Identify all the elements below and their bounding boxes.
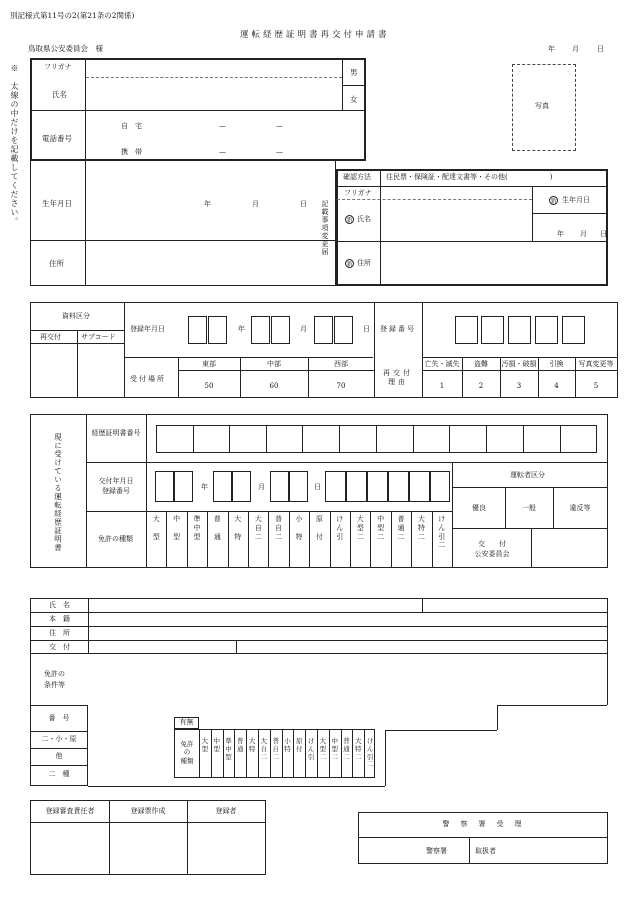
lower-license-type[interactable]: け ん 引 xyxy=(307,737,315,761)
lower-license-type[interactable]: 大 型 二 xyxy=(319,737,327,761)
current-license-type[interactable]: 大 型 二 xyxy=(356,515,364,541)
confirm-label: 確認方法 xyxy=(343,173,371,181)
current-vertical-label: 現に受けている運転経歴証明書 xyxy=(53,433,63,552)
reg-date-label: 登録年月日 xyxy=(130,325,165,333)
police-received-label: 警 察 署 受 理 xyxy=(442,820,524,828)
lower-license-type[interactable]: 小 特 xyxy=(284,737,291,753)
lower-license-type[interactable]: 中 型 xyxy=(213,737,220,753)
change-year: 年 xyxy=(557,230,564,238)
issue-year-box[interactable] xyxy=(155,471,174,502)
registrant-label: 登録者 xyxy=(215,807,237,815)
female-option[interactable]: 女 xyxy=(350,95,358,104)
furigana-label: フリガナ xyxy=(44,63,72,71)
reg-day-box[interactable] xyxy=(334,316,353,344)
card-maker-label: 登録票作成 xyxy=(130,807,166,815)
lower-license-type[interactable]: 普 通 二 xyxy=(343,737,350,761)
issue-day-box[interactable] xyxy=(289,471,308,502)
address-label: 住所 xyxy=(49,259,64,268)
current-license-type[interactable]: 普 通 二 xyxy=(397,515,405,541)
lower-license-types-label: 免許 の 種類 xyxy=(180,740,194,765)
presence-label: 有無 xyxy=(179,718,194,726)
dash: — xyxy=(276,122,283,130)
current-license-type[interactable]: 小 特 xyxy=(295,515,303,541)
reg-month-box[interactable] xyxy=(251,316,270,344)
current-license-type[interactable]: 大 特 xyxy=(234,515,242,541)
form-number: 別記様式第11号の2(第21条の2関係) xyxy=(10,11,135,20)
new-mark: 新 xyxy=(550,198,557,205)
name-label: 氏名 xyxy=(52,90,67,99)
lower-license-type[interactable]: 大 自 二 xyxy=(260,737,268,761)
reg-year-unit: 年 xyxy=(238,325,245,333)
issue-number-box[interactable] xyxy=(430,471,450,502)
current-license-type[interactable]: 中 型 xyxy=(173,515,181,541)
current-license-type[interactable]: 原 付 xyxy=(315,515,323,541)
place-west[interactable]: 西部 xyxy=(334,360,348,368)
male-option[interactable]: 男 xyxy=(350,68,358,77)
issue-number-box[interactable] xyxy=(409,471,430,502)
change-name-label: 氏名 xyxy=(357,215,371,223)
reg-number-box[interactable] xyxy=(508,316,531,344)
addressee: 鳥取県公安委員会 様 xyxy=(28,44,103,53)
reason-photo[interactable]: 写真変更等 xyxy=(578,360,614,368)
issue-number-box[interactable] xyxy=(367,471,388,502)
reg-number-box[interactable] xyxy=(562,316,585,344)
form-title: 運転経歴証明書再交付申請書 xyxy=(240,30,390,40)
class-violation[interactable]: 違反等 xyxy=(569,504,591,512)
place-code: 50 xyxy=(204,382,214,390)
reason-code: 4 xyxy=(554,382,559,390)
driver-class-label: 運転者区分 xyxy=(510,471,545,479)
change-birthdate-label: 生年月日 xyxy=(562,196,590,204)
phone-label: 電話番号 xyxy=(42,134,72,143)
place-central[interactable]: 中部 xyxy=(267,360,281,368)
small-special-label: 二・小・原 xyxy=(41,735,77,743)
issue-number-box[interactable] xyxy=(325,471,346,502)
place-code: 60 xyxy=(269,382,279,390)
responsible-label: 登録審査責任者 xyxy=(45,807,95,815)
reason-exchange[interactable]: 引換 xyxy=(549,360,564,368)
issue-number-box[interactable] xyxy=(346,471,367,502)
reg-number-label: 登録番号 xyxy=(380,325,416,333)
lower-license-type[interactable]: 普 通 xyxy=(237,737,244,753)
issue-month-unit: 月 xyxy=(258,483,265,491)
photo-label: 写真 xyxy=(535,102,549,110)
lower-license-type[interactable]: 原 付 xyxy=(296,737,303,753)
current-license-type[interactable]: 大 自 二 xyxy=(254,515,262,541)
date-year: 年 xyxy=(548,45,555,53)
class-excellent[interactable]: 優良 xyxy=(472,504,486,512)
reissue-reason-label xyxy=(378,369,418,387)
current-license-type[interactable]: 普 自 二 xyxy=(275,515,283,541)
current-license-type[interactable]: け ん 引 xyxy=(336,515,344,541)
reason-damage[interactable]: 汚損・破損 xyxy=(501,360,537,368)
lower-license-type[interactable]: 大 型 xyxy=(201,737,209,753)
reg-day-unit: 日 xyxy=(363,325,370,333)
reg-number-box[interactable] xyxy=(455,316,478,344)
license-types-label: 免許の種類 xyxy=(98,535,133,543)
reg-number-box[interactable] xyxy=(481,316,504,344)
reason-code: 3 xyxy=(516,382,522,390)
change-vertical-label: 記載事項変更届 xyxy=(321,200,329,256)
issue-date-label: 交付年月日 登録番号 xyxy=(98,477,134,495)
data-class-label: 資料区分 xyxy=(62,312,90,320)
current-license-type[interactable]: 大 型 xyxy=(152,515,160,541)
dash: — xyxy=(219,122,226,130)
birthdate-label: 生年月日 xyxy=(42,199,72,208)
reg-month-box[interactable] xyxy=(271,316,290,344)
issue-day-unit: 日 xyxy=(314,483,321,491)
lower-license-type[interactable]: け ん 引 二 xyxy=(366,737,374,769)
other-label: 他 xyxy=(55,752,63,760)
issuing-commission-label: 交 付 公安委員会 xyxy=(474,540,510,558)
current-license-type[interactable]: 中 型 二 xyxy=(377,515,385,541)
birth-day: 日 xyxy=(300,200,307,208)
reason-code: 5 xyxy=(593,382,599,390)
reg-month-unit: 月 xyxy=(300,325,307,333)
current-license-type[interactable]: 大 特 二 xyxy=(417,515,425,541)
lower-license-type[interactable]: 中 型 二 xyxy=(331,737,338,761)
issue-month-box[interactable] xyxy=(232,471,251,502)
new-mark: 新 xyxy=(346,261,353,268)
lower-license-type[interactable]: 大 特 xyxy=(248,737,256,753)
birth-year: 年 xyxy=(204,200,211,208)
confirm-options[interactable]: 住民票・保険証・配達文書等・その他( ) xyxy=(386,173,553,181)
birth-month: 月 xyxy=(252,200,259,208)
lower-issue-label: 交 付 xyxy=(49,643,70,651)
place-east[interactable]: 東部 xyxy=(202,360,216,368)
change-address-label: 住所 xyxy=(357,259,371,267)
current-license-type[interactable]: 普 通 xyxy=(213,515,221,541)
issue-place-label: 受付場所 xyxy=(130,375,166,383)
class-general[interactable]: 一般 xyxy=(522,504,536,512)
lower-license-type[interactable]: 普 自 二 xyxy=(272,737,279,761)
reissue-label: 再交付 xyxy=(40,333,61,341)
side-note: ※ 太線の中だけを記載してください。 xyxy=(10,64,19,226)
handler-label: 取扱者 xyxy=(475,847,496,855)
lower-address-label: 住 所 xyxy=(49,629,70,637)
change-month: 月 xyxy=(580,230,587,238)
police-station-label: 警察署 xyxy=(426,847,447,855)
reg-year-box[interactable] xyxy=(208,316,227,344)
reg-year-box[interactable] xyxy=(188,316,207,344)
lower-name-label: 氏 名 xyxy=(49,601,70,609)
change-day: 日 xyxy=(600,230,607,238)
reason-lost[interactable]: 亡失・滅失 xyxy=(424,360,460,368)
class2-label: 二 種 xyxy=(48,770,70,778)
applicant-lower-box xyxy=(30,160,336,286)
cert-number-label xyxy=(88,429,144,438)
reg-number-box[interactable] xyxy=(535,316,558,344)
conditions-label: 免許の 条件等 xyxy=(44,670,65,689)
dash: — xyxy=(219,148,226,156)
home-label: 自 宅 xyxy=(121,122,142,130)
reason-theft[interactable]: 盗難 xyxy=(474,360,488,368)
reg-day-box[interactable] xyxy=(314,316,333,344)
new-mark: 新 xyxy=(346,217,353,224)
issue-day-box[interactable] xyxy=(270,471,289,502)
lower-license-type[interactable]: 大 特 二 xyxy=(355,737,362,761)
number-label: 番 号 xyxy=(48,714,70,722)
place-code: 70 xyxy=(336,382,346,390)
dash: — xyxy=(276,148,283,156)
current-license-type[interactable]: 準 中 型 xyxy=(193,515,201,541)
lower-license-type[interactable]: 準 中 型 xyxy=(225,737,232,761)
change-furigana: フリガナ xyxy=(344,189,372,197)
reason-code: 2 xyxy=(478,382,484,390)
reissue-reason-text: 再交付理由 xyxy=(383,369,413,387)
issue-year-box[interactable] xyxy=(174,471,193,502)
current-license-type[interactable]: け ん 引 二 xyxy=(438,515,446,550)
mobile-label: 携 帯 xyxy=(121,148,142,156)
cert-number-text: 経歴証明書番号 xyxy=(91,429,141,437)
reason-code: 1 xyxy=(439,382,445,390)
issue-month-box[interactable] xyxy=(213,471,232,502)
date-day: 日 xyxy=(597,45,604,53)
lower-domicile-label: 本 籍 xyxy=(49,615,70,623)
issue-year-unit: 年 xyxy=(201,483,208,491)
issue-number-box[interactable] xyxy=(388,471,409,502)
subcode-label: サブコード xyxy=(81,333,116,341)
date-month: 月 xyxy=(572,45,579,53)
